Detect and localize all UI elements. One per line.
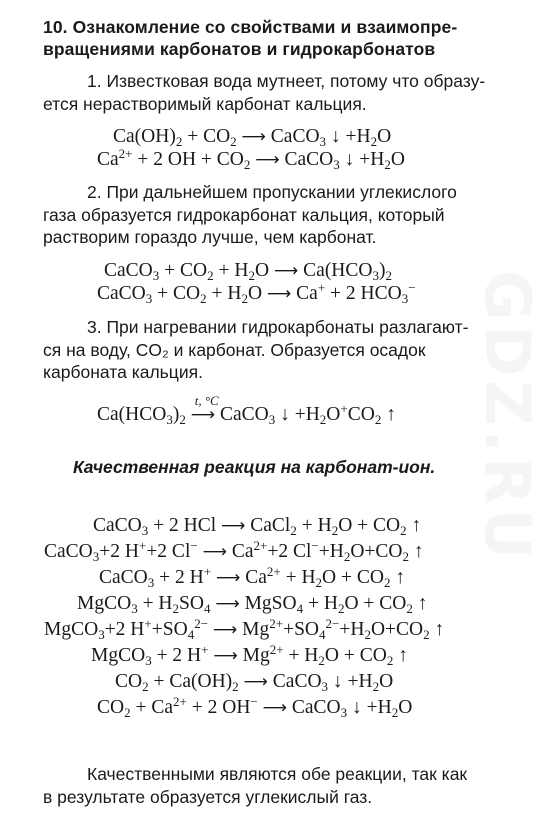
heating-arrow: t, °C ⟶ <box>191 403 215 427</box>
paragraph-3-line-2: ся на воду, CO₂ и карбонат. Образуется осадок <box>43 339 426 360</box>
heating-condition: t, °C <box>194 393 219 408</box>
equation-4: CaCO$_3$ + $CO_2 + H_2O$ ⟶ Ca+ + 2 $HCO_3^-$ <box>97 280 416 306</box>
equation-5: $Ca(HCO_3)_2$ t, °C ⟶ CaCO$_3$ ↓ $+H_2O^+CO_2$ ↑ <box>97 403 396 427</box>
section-title-line-2: вращениями карбонатов и гидрокарбонатов <box>43 39 436 59</box>
equation-9: MgCO$_3$ + $H_2SO_4$ ⟶ MgSO$_4$ + $H_2O + CO_2$ ↑ <box>77 593 428 616</box>
equation-12: $CO_2 + Ca(OH)_2$ ⟶ CaCO$_3$ ↓ $+H_2O$ <box>115 671 394 694</box>
equation-1: $Ca(OH)_2 + CO_2$ ⟶ CaCO$_3$ ↓ $+H_2O$ <box>113 126 392 149</box>
equation-10: MgCO$_3$+2 $H^++SO_4^{2-}$ ⟶ $Mg^{2+}+SO_4^{2-}+H_2O+CO_2$ ↑ <box>44 616 445 642</box>
section-title <box>43 16 513 60</box>
equation-11: MgCO$_3$ + 2 H+ ⟶ $Mg^{2+} + H_2O + CO_2$ ↑ <box>91 642 408 668</box>
paragraph-2-line-2: газа образуется гидрокарбонат кальция, который <box>43 204 445 225</box>
section-title-line-1: 10. Ознакомление со свойствами и взаимопре- <box>43 17 458 37</box>
paragraph-3-line-3: карбоната кальция. <box>43 362 203 382</box>
equation-13: $CO_2 + Ca^{2+} + 2$ OH− ⟶ CaCO$_3$ ↓ $+H_2O$ <box>97 694 413 720</box>
paragraph-1 <box>43 70 515 115</box>
equation-3: CaCO$_3$ + $CO_2 + H_2O$ ⟶ $Ca(HCO_3)_2$ <box>104 260 392 283</box>
qualitative-reaction-heading: Качественная реакция на карбонат-ион. <box>73 457 436 477</box>
paragraph-1-line-2: ется нерастворимый карбонат кальция. <box>43 93 367 114</box>
paragraph-3-line-1: 3. При нагревании гидрокарбонаты разлагают- <box>87 317 469 337</box>
equation-8: CaCO$_3$ + 2 H+ ⟶ $Ca^{2+} + H_2O + CO_2$ ↑ <box>99 564 406 590</box>
paragraph-2 <box>43 181 515 249</box>
paragraph-2-line-3: растворим гораздо лучше, чем карбонат. <box>43 227 377 247</box>
paragraph-3 <box>43 316 515 384</box>
equation-7: CaCO$_3$+2 H++2 Cl− ⟶ $Ca^{2+}+2$ $Cl^-+H_2O+CO_2$ ↑ <box>44 538 424 564</box>
paragraph-2-line-1: 2. При дальнейшем пропускании углекислого <box>87 182 457 202</box>
conclusion-line-1: Качественными являются обе реакции, так как <box>87 764 468 784</box>
site-watermark: GDZ.RU <box>471 270 544 563</box>
conclusion <box>43 763 515 808</box>
paragraph-1-line-1: 1. Известковая вода мутнеет, потому что образу- <box>87 71 486 91</box>
equation-2: $Ca^{2+} + 2$ OH + $CO_2$ ⟶ CaCO$_3$ ↓ $+H_2O$ <box>97 146 405 172</box>
equation-6: CaCO$_3$ + 2 HCl ⟶ CaCl$_2$ + $H_2O + CO_2$ ↑ <box>93 515 422 538</box>
conclusion-line-2: в результате образуется углекислый газ. <box>43 786 373 807</box>
